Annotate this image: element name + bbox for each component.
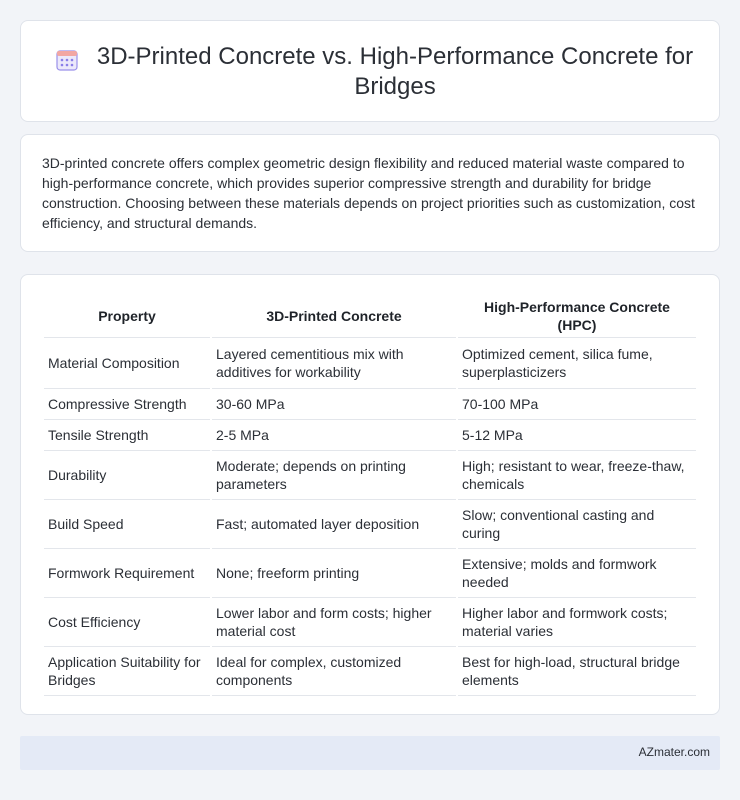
column-header-property: Property xyxy=(44,294,210,338)
title-card xyxy=(20,20,720,122)
row-3d-printed-value: Ideal for complex, customized components xyxy=(212,647,456,696)
table-row xyxy=(44,598,696,647)
row-property: Durability xyxy=(44,451,210,500)
table-row xyxy=(44,647,696,696)
page-title: 3D-Printed Concrete vs. High-Performance Concrete for Bridges xyxy=(96,43,694,100)
row-property: Cost Efficiency xyxy=(44,598,210,647)
table-row xyxy=(44,389,696,420)
row-property: Application Suitability for Bridges xyxy=(44,647,210,696)
row-hpc-value: Higher labor and formwork costs; material varies xyxy=(458,598,696,647)
row-3d-printed-value: 2-5 MPa xyxy=(212,420,456,451)
row-hpc-value: Optimized cement, silica fume, superplasticizers xyxy=(458,338,696,389)
row-property: Formwork Requirement xyxy=(44,549,210,598)
table-row xyxy=(44,549,696,598)
column-header-3d-printed: 3D-Printed Concrete xyxy=(212,294,456,338)
table-header-row xyxy=(44,294,696,338)
row-property: Build Speed xyxy=(44,500,210,549)
column-header-hpc: High-Performance Concrete (HPC) xyxy=(458,294,696,338)
row-3d-printed-value: Moderate; depends on printing parameters xyxy=(212,451,456,500)
calendar-icon xyxy=(55,48,79,72)
row-3d-printed-value: 30-60 MPa xyxy=(212,389,456,420)
row-3d-printed-value: Layered cementitious mix with additives for workability xyxy=(212,338,456,389)
row-hpc-value: 5-12 MPa xyxy=(458,420,696,451)
row-hpc-value: Extensive; molds and formwork needed xyxy=(458,549,696,598)
comparison-table-card xyxy=(20,274,720,715)
summary-card xyxy=(20,134,720,252)
row-hpc-value: Best for high-load, structural bridge elements xyxy=(458,647,696,696)
footer-bar xyxy=(20,736,720,770)
row-property: Compressive Strength xyxy=(44,389,210,420)
row-hpc-value: Slow; conventional casting and curing xyxy=(458,500,696,549)
row-3d-printed-value: Lower labor and form costs; higher material cost xyxy=(212,598,456,647)
table-row xyxy=(44,451,696,500)
table-row xyxy=(44,500,696,549)
row-property: Material Composition xyxy=(44,338,210,389)
footer-brand: AZmater.com xyxy=(638,745,710,759)
row-3d-printed-value: Fast; automated layer deposition xyxy=(212,500,456,549)
row-hpc-value: High; resistant to wear, freeze-thaw, chemicals xyxy=(458,451,696,500)
table-row xyxy=(44,338,696,389)
table-row xyxy=(44,420,696,451)
row-3d-printed-value: None; freeform printing xyxy=(212,549,456,598)
summary-text: 3D-printed concrete offers complex geometric design flexibility and reduced material waste compared to high-performance concrete, which provides superior compressive strength and durability for bridge construction. Choosing between these materials depends on project priorities such as customization, cost efficiency, and structural demands. xyxy=(42,155,695,231)
row-property: Tensile Strength xyxy=(44,420,210,451)
row-hpc-value: 70-100 MPa xyxy=(458,389,696,420)
comparison-table xyxy=(42,294,698,696)
